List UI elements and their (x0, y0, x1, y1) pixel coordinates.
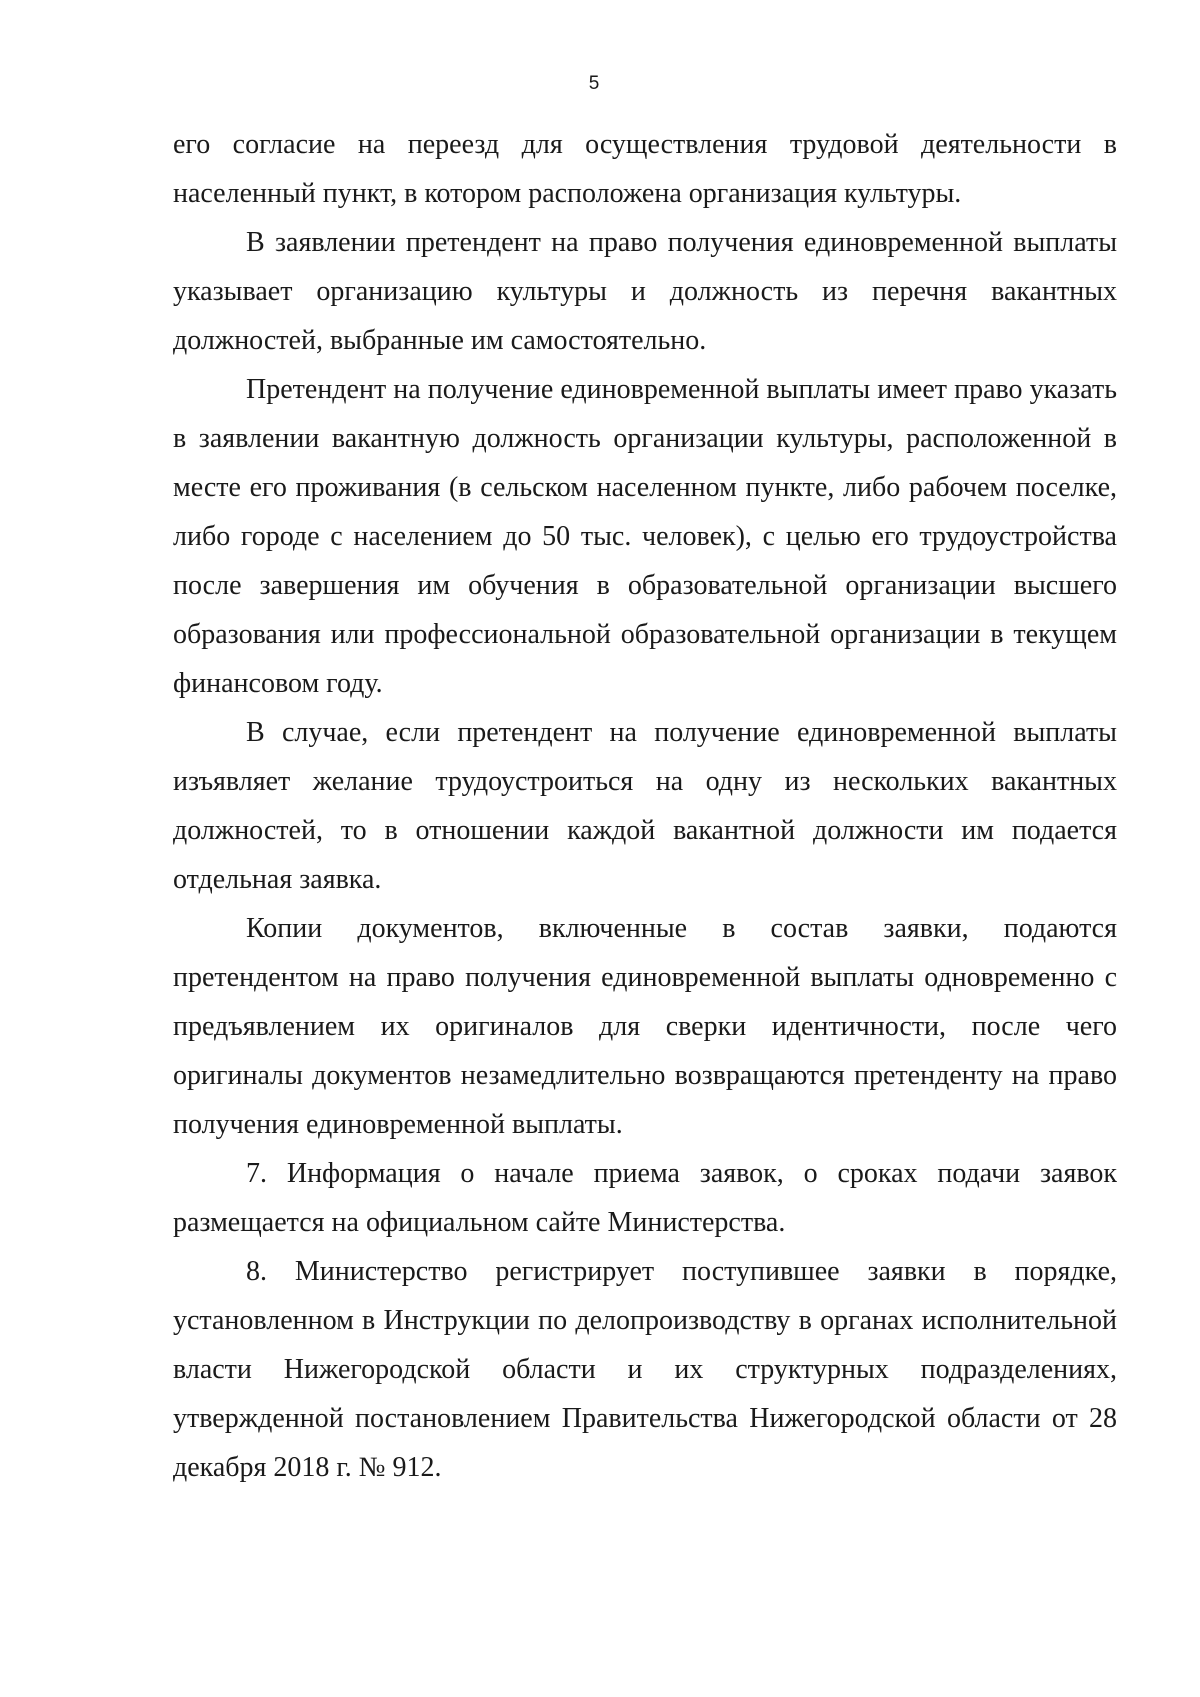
paragraph-document-copies: Копии документов, включенные в состав заявки, подаются претендентом на право получения единовременной выплаты одновременно с предъявлением их оригиналов для сверки идентичности, после чего оригиналы документов незамедлительно возвращаются претенденту на право получения единовременной выплаты. (173, 913, 1117, 1140)
paragraph-vacancy-residence: Претендент на получение единовременной выплаты имеет право указать в заявлении вакантную должность организации культуры, расположенной в месте его проживания (в сельском населенном пункте, либо рабочем поселке, либо городе с населением до 50 тыс. человек), с целью его трудоустройства после завершения им обучения в образовательной организации высшего образования или профессиональной образовательной организации в текущем финансовом году. (173, 374, 1117, 699)
paragraph-item-8: 8. Министерство регистрирует поступившее заявки в порядке, установленном в Инструкции по делопроизводству в органах исполнительной власти Нижегородской области и их структурных подразделениях, утвержденной постановлением Правительства Нижегородской области от 28 декабря 2018 г. № 912. (173, 1256, 1117, 1483)
paragraph-application-content: В заявлении претендент на право получения единовременной выплаты указывает организацию культуры и должность из перечня вакантных должностей, выбранные им самостоятельно. (173, 227, 1117, 356)
document-body (173, 120, 1117, 1492)
page-number: 5 (588, 73, 600, 94)
paragraph-item-7: 7. Информация о начале приема заявок, о сроках подачи заявок размещается на официальном сайте Министерства. (173, 1158, 1117, 1238)
paragraph-consent: его согласие на переезд для осуществления трудовой деятельности в населенный пункт, в котором расположена организация культуры. (173, 129, 1117, 209)
paragraph-multiple-vacancies: В случае, если претендент на получение единовременной выплаты изъявляет желание трудоустроиться на одну из нескольких вакантных должностей, то в отношении каждой вакантной должности им подается отдельная заявка. (173, 717, 1117, 895)
